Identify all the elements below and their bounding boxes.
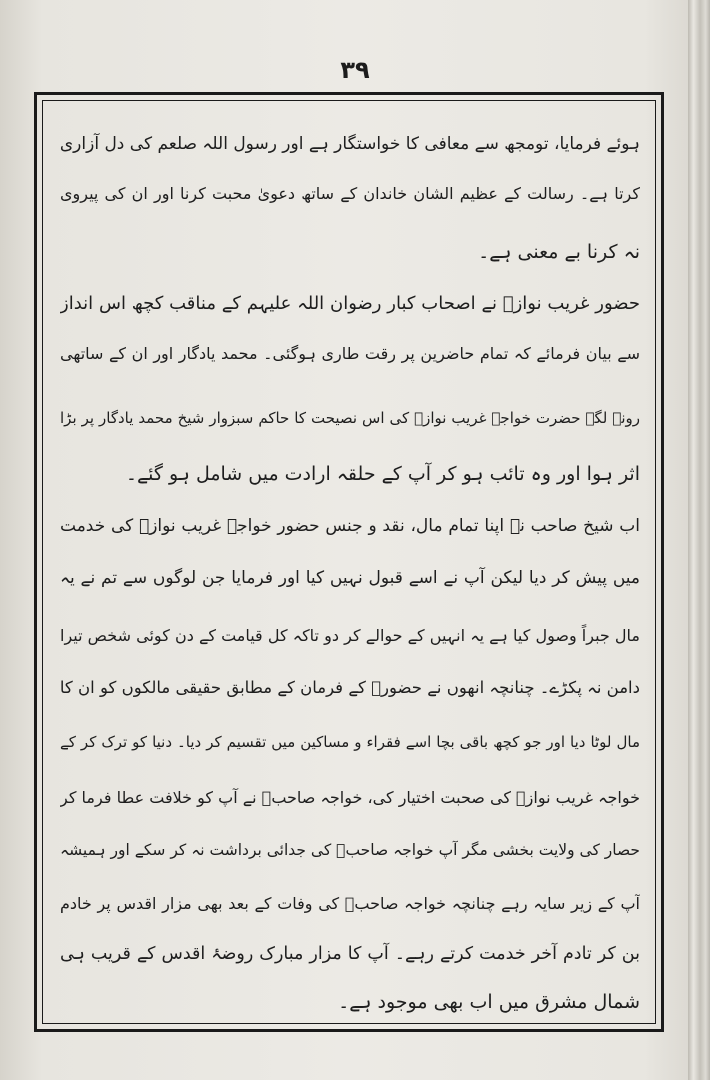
text-line: اثر ہوا اور وہ تائب ہو کر آپ کے حلقہ ارادت میں شامل ہو گئے۔: [125, 463, 640, 485]
text-line: شمال مشرق میں اب بھی موجود ہے۔: [338, 991, 640, 1013]
text-line: دامن نہ پکڑے۔ چنانچہ انھوں نے حضورؒ کے فرمان کے مطابق حقیقی مالکوں کو ان کا: [60, 678, 640, 697]
text-line: بن کر تادم آخر خدمت کرتے رہے۔ آپ کا مزار مبارک روضۂ اقدس کے قریب ہی: [60, 944, 640, 964]
text-line: سے بیان فرمائے کہ تمام حاضرین پر رقت طاری ہوگئی۔ محمد یادگار اور ان کے ساتھی: [60, 344, 640, 363]
text-line: نہ کرنا بے معنی ہے۔: [478, 241, 640, 263]
page-edge: [688, 0, 710, 1080]
text-line: آپ کے زیر سایہ رہے چنانچہ خواجہ صاحبؒ کی وفات کے بعد بھی مزار اقدس پر خادم: [60, 894, 640, 913]
text-line: میں پیش کر دیا لیکن آپ نے اسے قبول نہیں کیا اور فرمایا جن لوگوں سے تم نے یہ: [60, 568, 640, 588]
text-line: مال لوٹا دیا اور جو کچھ باقی بچا اسے فقراء و مساکین میں تقسیم کر دیا۔ دنیا کو ترک کر کے: [60, 733, 640, 751]
text-block: [60, 108, 640, 1013]
page-number: ۳۹: [340, 56, 370, 84]
text-line: حضور غریب نوازؒ نے اصحاب کبار رضوان اللہ علیہم کے مناقب کچھ اس انداز: [60, 293, 640, 314]
text-line: خواجہ غریب نوازؒ کی صحبت اختیار کی، خواجہ صاحبؒ نے آپ کو خلافت عطا فرما کر: [60, 788, 640, 807]
text-line: اب شیخ صاحب نے اپنا تمام مال، نقد و جنس حضور خواجہ غریب نوازؒ کی خدمت: [60, 516, 640, 536]
text-line: ہوئے فرمایا، تومجھ سے معافی کا خواستگار ہے اور رسول اللہ صلعم کی دل آزاری: [60, 134, 640, 154]
text-line: کرتا ہے۔ رسالت کے عظیم الشان خاندان کے ساتھ دعویٰ محبت کرنا اور ان کی پیروی: [60, 184, 640, 203]
text-line: حصار کی ولایت بخشی مگر آپ خواجہ صاحبؒ کی جدائی برداشت نہ کر سکے اور ہمیشہ: [60, 841, 640, 859]
text-line: مال جبراً وصول کیا ہے یہ انہیں کے حوالے کر دو تاکہ کل قیامت کے دن کوئی شخص تیرا: [60, 626, 640, 645]
text-line: رونے لگے حضرت خواجہ غریب نوازؒ کی اس نصیحت کا حاکم سبزوار شیخ محمد یادگار پر بڑا: [60, 409, 640, 427]
